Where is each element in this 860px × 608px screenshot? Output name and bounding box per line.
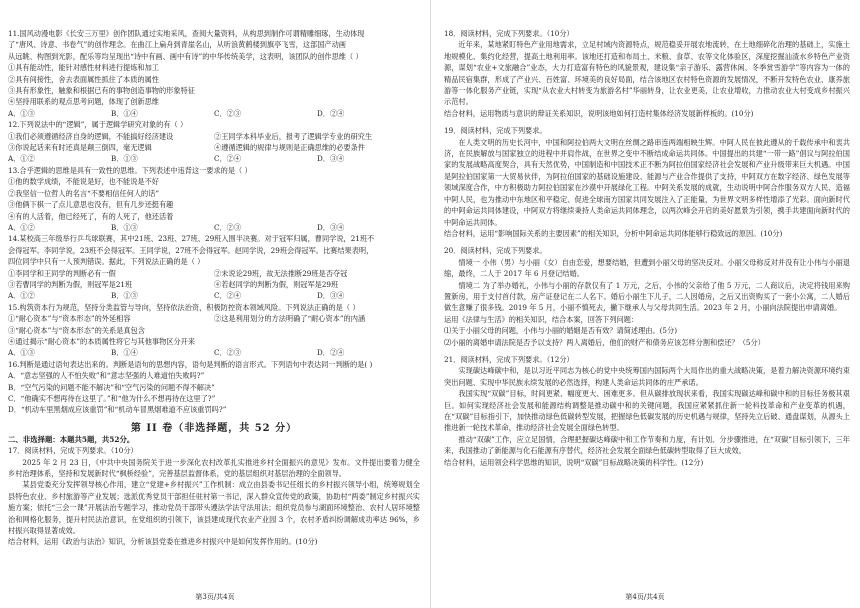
question-11-option: ③具有形象性，触象和根据已有的事物创造事物的形象特征: [8, 86, 195, 96]
question-13-option: ③他俩下棋一了点儿意思也没有，但有几步还挺有趣: [8, 200, 174, 210]
question-20-subquestion: ⑴关于小丽父母的问题，小伟与小丽的婚姻是否有效？请简述理由。(5分): [444, 326, 677, 336]
question-16-option: A．“意志坚强的人不怕失败”和“意志坚强的人难道怕失败吗?”: [8, 371, 205, 381]
question-13: [8, 165, 420, 233]
question-11-option: ①具有能动性，能针对感性材料进行提炼和加工: [8, 63, 159, 73]
question-14-option: ④若赵同学的判断为假，则冠军是29班: [214, 279, 339, 289]
question-12-stem-line: 12.下列说法中的“逻辑”，属于逻辑学研究对象的有（ ）: [8, 120, 188, 130]
question-14-options-row: [8, 268, 420, 279]
question-21-paragraph: 推动“双碳”工作，应立足国情，合理把握碳达峰碳中和工作节奏和力度，有计划、分步骤推进，在“双碳”目标引领下，三年来，我国推动了新能源与化石能源有序替代，经济社会发展全面绿色低碳转型取得了巨大成效。: [444, 434, 850, 456]
question-14-option: ①李同学和王同学的判断必有一假: [8, 268, 116, 278]
question-14-choices: [8, 290, 420, 301]
question-17-paragraph: 某县党委充分发挥领导核心作用，建立“党建+乡村振兴”工作机制：成立由县委书记任组长的乡村振兴领导小组，统筹规划全县特色农业、乡村旅游等产业发展；选派优秀党员干部担任驻村第一书记，深入群众宣传党的政策，协助村“两委”制定乡村振兴实施方案；依托“三会一课”开展法治专题学习，推动党员干部带头遵法学法守法用法；组织党员参与湖面环境整治、农村人居环境整治和网格化服务，提升村民法治意识，在党组织的引领下，该县建成现代农业产业园 3 个，农村矛盾纠纷调解成功率达 96%，乡村振兴取得显著成效。: [8, 480, 420, 536]
question-14-option: ③若曹同学的判断为假，则冠军是21班: [8, 279, 133, 289]
choice-a: A．①②: [8, 291, 35, 301]
choice-b: B．①③: [111, 154, 138, 164]
choice-b: B．①③: [111, 222, 138, 232]
question-12-option: ②王同学本科毕业后，报考了逻辑学专业的研究生: [214, 131, 373, 141]
question-13-stem-line: 13.合乎逻辑的思维是具有一致性的思维。下列表述中违背这一要求的是（ ）: [8, 165, 252, 175]
question-19-paragraph: 在人类文明的历史长河中，中国和阿拉伯两大文明在丝绸之路串连两端相映生辉。中阿人民在彼此遵从的千载传承中和衷共济，在民族解放与国家独立的进程中并肩作战，在世界之变中不断结成命运共同体。中国提出的共建“一带一路”倡议与阿拉伯国家的发展战略高度契合，具有天然优势，中国制造和中国技术正不断为阿拉伯国家经济社会发展和产业升级带来巨大机遇。中国是阿拉伯国家第一大贸易伙伴，为阿拉伯国家的基础设施建设、能源与产业合作提供了支持，中阿双方在数字经济、绿色发展等领域深度合作，中方积极助力阿拉伯国家在沙漠中开展绿化工程。中阿关系发展的成就，生动说明中阿合作服务双方人民、造福中阿人民，也为推动中东地区和平稳定、促进全球南方国家共同发展注入了正能量，为世界文明多样性增添了光彩。面向新时代的中阿命运共同体建设，中阿双方将继续秉持人类命运共同体理念，以两次峰会开启的美好愿景为引领，携手共建面向新时代的中阿命运共同体。: [444, 137, 850, 227]
choice-a: A．①②: [8, 222, 35, 232]
question-15-option: ③“耐心资本”与“资本形态”的关系是真包含: [8, 325, 145, 335]
question-14-options-row: [8, 279, 420, 290]
question-15-choices: [8, 347, 420, 358]
question-20-scenario: 情境二 为了举办婚礼，小伟与小丽的存款仅有了 1 万元，之后，小伟的父亲给了他 5 万元，二人商议后，决定将钱用来购置新房，用于支付首付款，房产证登记在二人名下。婚后小丽生下儿子，二人因婚房，之后又出资购买了一套小公寓，二人婚后做生意赚了很多钱。2019 年 5 月，小丽不慎死去，撇下继承人与父母共同生活。2023 年 2 月，小丽向法院提出申请离婚。: [444, 280, 850, 313]
question-13-option: ①他的数学成绩，不能说是好，也不能说是不好: [8, 177, 159, 187]
question-13-choices: [8, 222, 420, 233]
question-21-heading: 21．阅读材料，完成下列要求。（12分）: [444, 354, 574, 364]
choice-a: A．①③: [8, 348, 35, 358]
question-20-prompt: 运用《法律与生活》的相关知识，结合本案，回答下列问题：: [444, 314, 639, 324]
section-2-title: 第 II 卷（非选择题，共 52 分）: [130, 422, 298, 434]
question-18-heading: 18．阅读材料，完成下列要求。（10分）: [444, 29, 574, 38]
question-19-heading: 19．阅读材料，完成下列要求。: [444, 126, 547, 136]
question-14-option: ②未说论29班，故无法推断29班是否夺冠: [214, 268, 348, 278]
question-14-stem-line: 14.某校高三年级举行乒乓球联赛，其中21班、23班、27班、29班入围半决赛。对于冠军归属，曹同学说，21班不: [8, 234, 375, 244]
question-17-prompt: 结合材料，运用《政治与法治》知识，分析该县党委在推进乡村振兴中是如何发挥作用的。(10分): [8, 537, 318, 547]
question-11-stem-line: 从远眺、构图到光影，配乐等均呈现出“诗中有画、画中有诗”的中华传统美学，这表明，该团队的创作思维（ ）: [8, 51, 363, 61]
question-13-option: ②我坚信一位哲人的名言“不要相信任何人的话”: [8, 188, 160, 198]
question-15: [8, 302, 420, 359]
question-12: [8, 119, 420, 165]
question-21: [444, 354, 850, 468]
question-17-paragraph: 2025 年 2 月 23 日，《中共中央国务院关于进一步深化农村改革扎实推进乡村全面振兴的意见》发布。文件提出要着力健全乡村治理体系，坚持和发展新时代“枫桥经验”，完善基层监督体系，党的基层组织对基层治理的全面领导。: [8, 457, 420, 479]
choice-d: D．③④: [317, 222, 345, 232]
question-12-options-row: [8, 131, 420, 142]
question-12-option: ④遵循逻辑的规律与规则是正确思维的必要条件: [214, 143, 365, 153]
question-15-option: ①“耐心资本”与“资本形态”的外延相容: [8, 314, 131, 324]
question-19: [444, 125, 850, 239]
question-18-paragraph: 近年来，某地紧盯特色产业用地需求，立足村域内资源特点，规范稳妥开展农地流转，在土地细碎化治理的基础上，实施土地规模化、集约化经营，提高土地利用率。该地还打造和布局土、米粮、食草、农等文化体验区，深度挖掘汕渣水乡特色产业资源，谋划“农业+文旅融合”业态，大力打造富有特色的风貌景观，建设集“亲子游乐、露营休闲、冬季赏雪游学”等内容为一体的精品民宿集群，形成了产业兴、百姓富、环境美的良好局面，结合该地区农村特色资源的发展情况，不断开发特色农业、康养旅游等一体化服务产业链，实现“从农业大村转变为旅游名村”华丽转身，让农业更美，让农业增收，力推动农业大村变成乡村振兴示范村。: [444, 40, 850, 107]
section-2-subtitle: 二、非选择题：本题共5题，共52分。: [8, 434, 135, 444]
question-15-option: ④通过揭示“耐心资本”的本质属性将它与其他事物区分开来: [8, 336, 196, 346]
question-12-option: ③你说起话来有时还真是颠三倒四，毫无逻辑: [8, 143, 152, 153]
choice-d: D．③④: [317, 154, 345, 164]
choice-a: A．①②: [8, 154, 35, 164]
question-13-option: ④有的人活着，他已经死了，有的人死了，他还活着: [8, 211, 174, 221]
question-18-prompt: 结合材料，运用物质与意识的辩证关系知识，说明该地如何打造村集体经济发展新样板的。(10分): [444, 108, 754, 118]
question-15-stem-line: 15.构筑资本行为规范，坚持分类监管与导向，坚持依法治资，积极防控资本领域风险。下列说法正确的是（ ）: [8, 302, 360, 312]
question-21-paragraph: 实现碳达峰碳中和，是以习近平同志为核心的党中央统筹国内国际两个大局作出的重大战略决策，是着力解决资源环境约束突出问题、实现中华民族永续发展的必然选择，构建人类命运共同体的庄严承诺。: [444, 366, 850, 387]
choice-c: C．②④: [214, 291, 242, 301]
question-11-choices: [8, 108, 420, 119]
question-20-heading: 20．阅读材料，完成下列要求。: [444, 246, 547, 256]
question-18: [444, 28, 850, 119]
question-11-option: ④坚持用联系的观点思考问题，体现了创新思维: [8, 97, 159, 107]
question-21-prompt: 结合材料，运用领会科学思维的知识，说明“双碳”目标战略决策的科学性。(12分): [444, 457, 704, 467]
question-11-option: ②具有间接性，舍去表面属性抓住了本质的属性: [8, 74, 159, 84]
choice-b: B．①④: [111, 108, 138, 118]
question-15-option: ②这是利用划分的方法明确了“耐心资本”的内涵: [214, 314, 366, 324]
question-19-prompt: 结合材料，运用“影响国际关系的主要因素”的相关知识，分析中阿命运共同体能够行稳致远的原因。(10分): [444, 228, 783, 238]
question-16: [8, 359, 420, 416]
question-14-stem-line: 会得冠军。李同学说，23班不会得冠军。王同学说，27班不会得冠军。赵同学说，29班会得冠军。比赛结果表明，: [8, 245, 374, 255]
choice-d: D．③④: [317, 291, 345, 301]
question-20-subquestion: ⑵小丽的离婚申请法院是否予以支持？两人离婚后，他们的财产和债务应该怎样分割和偿还？（5分）: [444, 337, 765, 347]
question-11: [8, 28, 420, 119]
choice-c: C．②④: [214, 154, 242, 164]
question-11-stem-line: 了“唐风、诗意、书卷气”的创作理念。在曲江上扁舟到青崖名山，从听浪黄鹤楼到旗亭飞雪，这部国产动画: [8, 40, 346, 50]
question-12-choices: [8, 153, 420, 164]
choice-c: C．②③: [214, 108, 242, 118]
choice-c: C．②③: [214, 222, 242, 232]
question-12-option: ①我们必须遵循经济自身的逻辑，不能搞好经济建设: [8, 131, 174, 141]
question-16-stem-line: 16.判断是通过语句表达出来的。判断是语句的思想内容，语句是判断的语言形式。下列语句中表达同一判断的是( ): [8, 359, 373, 369]
question-21-paragraph: 我国实现“双碳”目标，时间更紧、幅度更大、困难更多。但从碳排放现状来看，我国实现碳达峰和碳中和的目标任务极其艰巨。如何实现经济社会发展和能源结构调整是推动碳中和的关键问题，我国应紧紧抓住新一轮科技革命和产业变革的机遇，在“双碳”目标指引下，加快推动绿色低碳转型发展，把握绿色低碳发展的历史机遇与规律，坚持先立后破、通盘谋划，从源头上推进新一轮技术革命，推动经济社会发展全面绿色转型。: [444, 389, 850, 433]
choice-d: D．②④: [317, 348, 345, 358]
question-20: [444, 245, 850, 348]
question-17-heading: 17．阅读材料，完成下列要求。（10分）: [8, 446, 138, 456]
question-17: [8, 445, 420, 548]
right-page: [430, 0, 860, 608]
question-20-scenario: 情境一 小伟（男）与小丽（女）自由恋爱，想要结婚，但遭到小丽父母的坚决反对。小丽父母称反对并没有让小伟与小丽退缩，最终，二人于 2017 年 6 月登记结婚。: [444, 257, 850, 279]
question-16-option: D．“机动车里黑烟成应该重罚”和“机动车冒黑烟难道不应该重罚吗?”: [8, 405, 227, 415]
choice-b: B．①③: [111, 291, 138, 301]
question-15-options-row: [8, 313, 420, 324]
question-12-options-row: [8, 142, 420, 153]
page-number-right: 第4页/共4页: [625, 593, 665, 601]
choice-d: D．②④: [317, 108, 345, 118]
question-14: [8, 233, 420, 301]
choice-a: A．①③: [8, 108, 35, 118]
question-16-option: B．“空气污染的问题不能不解决”和“空气污染的问题不得不解决”: [8, 382, 215, 392]
question-16-option: C．“他确实不想再待在这里了。”和“他为什么不想再待在这里了?”: [8, 394, 216, 403]
choice-c: C．②③: [214, 348, 242, 358]
page-number-left: 第3页/共4页: [195, 593, 235, 601]
choice-b: B．①④: [111, 348, 138, 358]
question-14-stem-line: 四位同学中只有一人预判错误。据此，下列说法正确的是（ ）: [8, 257, 205, 267]
question-11-stem-line: 11.国风动漫电影《长安三万里》创作团队通过实地采风，查阅大量资料，从构思到制作可谓精雕细琢，生动体现: [8, 29, 365, 38]
